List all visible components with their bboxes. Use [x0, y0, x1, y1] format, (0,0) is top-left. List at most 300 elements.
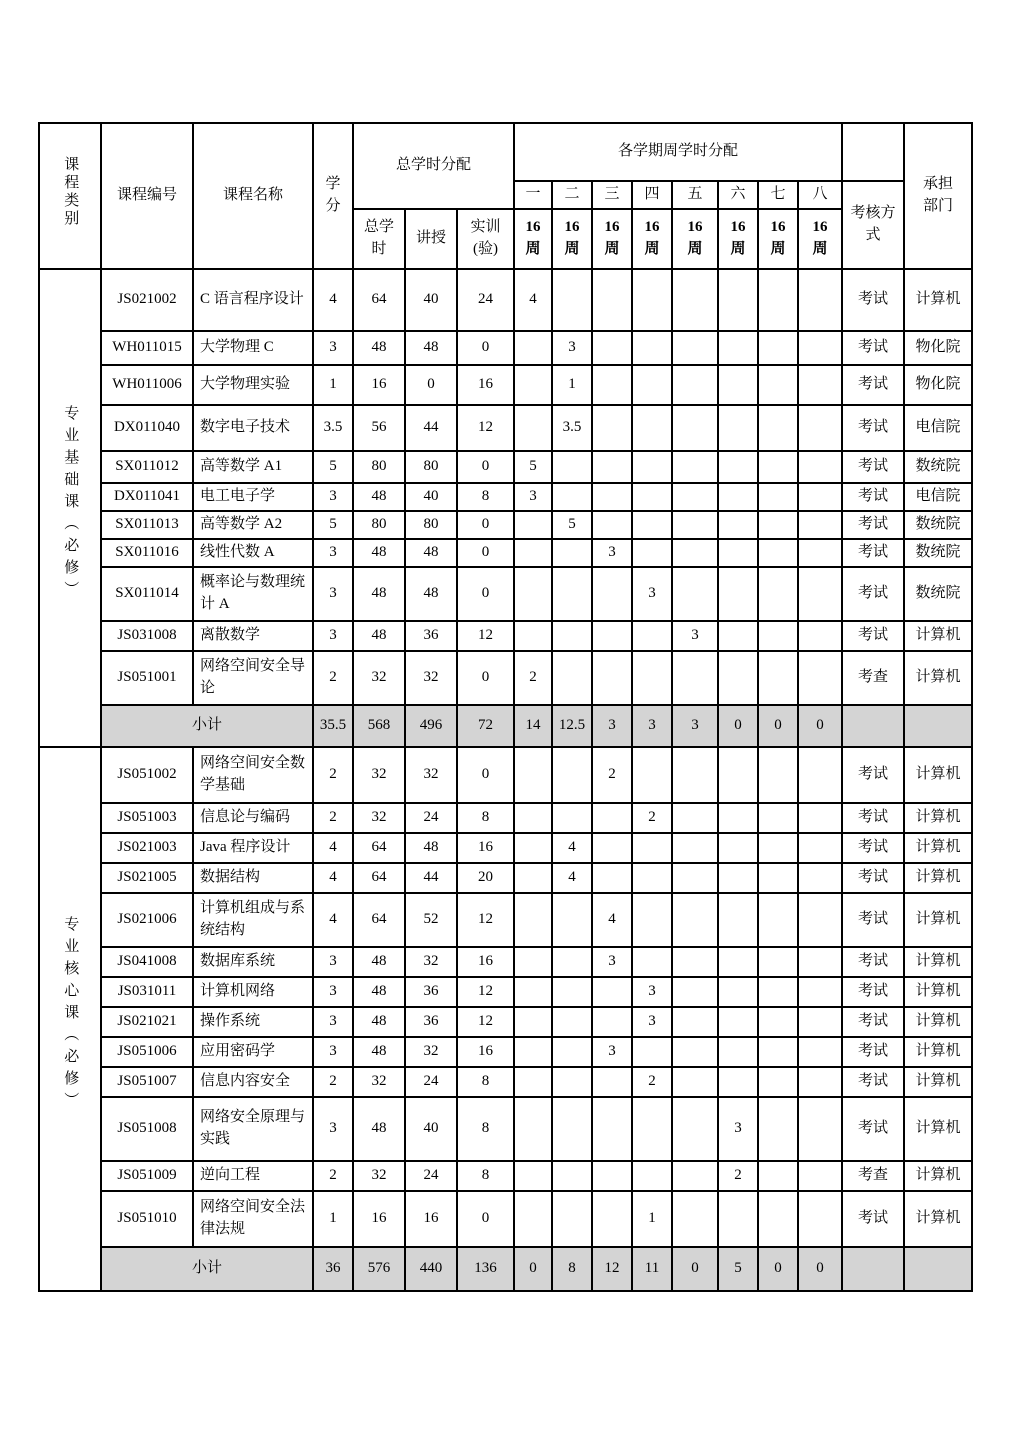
assessment-cell: 考试 — [842, 1097, 904, 1161]
semester-hours-cell — [718, 977, 758, 1007]
header-lecture-hours: 讲授 — [405, 209, 457, 269]
course-credits-cell: 3 — [313, 1037, 353, 1067]
assessment-cell: 考试 — [842, 747, 904, 803]
semester-hours-cell — [632, 269, 672, 331]
semester-hours-cell — [672, 1037, 718, 1067]
semester-hours-cell — [592, 621, 632, 651]
header-course-name: 课程名称 — [193, 123, 313, 269]
course-name-cell: 线性代数 A — [193, 539, 313, 567]
semester-hours-cell — [552, 651, 592, 705]
semester-hours-cell — [672, 747, 718, 803]
course-lecture-hours-cell: 36 — [405, 977, 457, 1007]
assessment-cell: 考试 — [842, 1067, 904, 1097]
subtotal-row — [39, 705, 972, 747]
course-practice-hours-cell: 12 — [457, 977, 514, 1007]
assessment-cell: 考试 — [842, 947, 904, 977]
semester-hours-cell — [632, 539, 672, 567]
subtotal-row — [39, 1247, 972, 1291]
semester-hours-cell: 5 — [514, 451, 552, 483]
semester-hours-cell — [798, 269, 842, 331]
course-code-cell: WH011015 — [101, 331, 193, 365]
course-row — [39, 567, 972, 621]
header-weeks-5: 16周 — [672, 209, 718, 269]
semester-hours-cell — [718, 621, 758, 651]
course-practice-hours-cell: 12 — [457, 1007, 514, 1037]
course-lecture-hours-cell: 48 — [405, 567, 457, 621]
course-credits-cell: 3 — [313, 567, 353, 621]
semester-hours-cell — [798, 405, 842, 451]
course-lecture-hours-cell: 52 — [405, 893, 457, 947]
course-practice-hours-cell: 8 — [457, 1161, 514, 1191]
semester-hours-cell — [672, 1007, 718, 1037]
course-row — [39, 405, 972, 451]
semester-hours-cell — [718, 539, 758, 567]
course-lecture-hours-cell: 32 — [405, 947, 457, 977]
assessment-cell: 考试 — [842, 539, 904, 567]
semester-hours-cell — [798, 1097, 842, 1161]
course-credits-cell: 3 — [313, 331, 353, 365]
semester-hours-cell — [514, 331, 552, 365]
assessment-cell: 考试 — [842, 365, 904, 405]
semester-hours-cell — [552, 1007, 592, 1037]
course-code-cell: SX011012 — [101, 451, 193, 483]
course-credits-cell: 3 — [313, 977, 353, 1007]
header-weeks-1: 16周 — [514, 209, 552, 269]
course-lecture-hours-cell: 40 — [405, 269, 457, 331]
course-name-cell: 网络空间安全数学基础 — [193, 747, 313, 803]
course-total-hours-cell: 48 — [353, 483, 405, 511]
course-practice-hours-cell: 0 — [457, 747, 514, 803]
semester-hours-cell — [798, 621, 842, 651]
course-total-hours-cell: 80 — [353, 511, 405, 539]
course-lecture-hours-cell: 24 — [405, 803, 457, 833]
course-lecture-hours-cell: 16 — [405, 1191, 457, 1247]
course-code-cell: JS051010 — [101, 1191, 193, 1247]
section-label — [39, 269, 101, 747]
semester-hours-cell — [718, 567, 758, 621]
course-code-cell: SX011014 — [101, 567, 193, 621]
subtotal-practice-hours-cell: 72 — [457, 705, 514, 747]
header-weekly-hours-group: 各学期周学时分配 — [514, 123, 842, 181]
course-row — [39, 893, 972, 947]
course-total-hours-cell: 32 — [353, 1067, 405, 1097]
semester-hours-cell — [632, 1161, 672, 1191]
course-code-cell: WH011006 — [101, 365, 193, 405]
course-practice-hours-cell: 0 — [457, 451, 514, 483]
semester-hours-cell — [798, 863, 842, 893]
section-label-text: 专业基础课（必修） — [62, 405, 79, 603]
course-row — [39, 651, 972, 705]
semester-hours-cell: 2 — [632, 1067, 672, 1097]
assessment-cell: 考试 — [842, 621, 904, 651]
course-practice-hours-cell: 0 — [457, 567, 514, 621]
semester-hours-cell — [672, 483, 718, 511]
semester-hours-cell — [672, 365, 718, 405]
course-lecture-hours-cell: 48 — [405, 539, 457, 567]
course-total-hours-cell: 48 — [353, 1037, 405, 1067]
header-semester-7: 七 — [758, 181, 798, 209]
course-name-cell: 网络空间安全法律法规 — [193, 1191, 313, 1247]
course-row — [39, 947, 972, 977]
course-credits-cell: 3 — [313, 539, 353, 567]
semester-hours-cell — [632, 365, 672, 405]
course-name-cell: 高等数学 A1 — [193, 451, 313, 483]
course-code-cell: JS021005 — [101, 863, 193, 893]
course-code-cell: JS051009 — [101, 1161, 193, 1191]
department-cell: 物化院 — [904, 365, 972, 405]
semester-hours-cell — [758, 511, 798, 539]
subtotal-semester-hours-cell: 11 — [632, 1247, 672, 1291]
header-department-cell — [904, 123, 972, 269]
course-practice-hours-cell: 12 — [457, 405, 514, 451]
assessment-cell: 考查 — [842, 1161, 904, 1191]
semester-hours-cell — [672, 539, 718, 567]
course-practice-hours-cell: 16 — [457, 365, 514, 405]
department-cell: 计算机 — [904, 651, 972, 705]
semester-hours-cell — [514, 567, 552, 621]
course-row — [39, 331, 972, 365]
header-category-cell — [39, 123, 101, 269]
semester-hours-cell — [592, 451, 632, 483]
semester-hours-cell: 3 — [592, 947, 632, 977]
course-credits-cell: 3 — [313, 1007, 353, 1037]
header-credits-label: 学分 — [325, 176, 341, 214]
subtotal-semester-hours-cell: 14 — [514, 705, 552, 747]
course-lecture-hours-cell: 80 — [405, 451, 457, 483]
semester-hours-cell — [514, 863, 552, 893]
course-name-cell: 数字电子技术 — [193, 405, 313, 451]
course-code-cell: JS021002 — [101, 269, 193, 331]
header-practice-hours-label: 实训(验) — [470, 219, 501, 257]
assessment-cell: 考试 — [842, 893, 904, 947]
semester-hours-cell — [672, 947, 718, 977]
course-row — [39, 977, 972, 1007]
course-name-cell: C 语言程序设计 — [193, 269, 313, 331]
semester-hours-cell — [514, 1007, 552, 1037]
semester-hours-cell — [552, 483, 592, 511]
semester-hours-cell: 4 — [552, 833, 592, 863]
semester-hours-cell — [672, 977, 718, 1007]
course-code-cell: SX011013 — [101, 511, 193, 539]
semester-hours-cell — [718, 803, 758, 833]
semester-hours-cell — [798, 977, 842, 1007]
semester-hours-cell — [718, 833, 758, 863]
course-code-cell: JS051003 — [101, 803, 193, 833]
semester-hours-cell — [592, 331, 632, 365]
assessment-cell: 考试 — [842, 331, 904, 365]
header-practice-hours-cell — [457, 209, 514, 269]
semester-hours-cell: 2 — [718, 1161, 758, 1191]
semester-hours-cell: 3 — [514, 483, 552, 511]
semester-hours-cell: 5 — [552, 511, 592, 539]
course-code-cell: JS051007 — [101, 1067, 193, 1097]
course-credits-cell: 5 — [313, 451, 353, 483]
semester-hours-cell — [798, 651, 842, 705]
assessment-cell: 考试 — [842, 1007, 904, 1037]
course-total-hours-cell: 48 — [353, 331, 405, 365]
semester-hours-cell — [514, 405, 552, 451]
semester-hours-cell — [514, 947, 552, 977]
subtotal-semester-hours-cell: 0 — [798, 1247, 842, 1291]
semester-hours-cell — [798, 1191, 842, 1247]
course-name-cell: Java 程序设计 — [193, 833, 313, 863]
course-credits-cell: 2 — [313, 803, 353, 833]
assessment-cell: 考试 — [842, 863, 904, 893]
semester-hours-cell — [758, 331, 798, 365]
semester-hours-cell — [718, 651, 758, 705]
semester-hours-cell — [798, 451, 842, 483]
subtotal-semester-hours-cell: 12.5 — [552, 705, 592, 747]
header-total-hours-label: 总学时 — [363, 219, 394, 257]
semester-hours-cell: 4 — [552, 863, 592, 893]
semester-hours-cell — [672, 833, 718, 863]
course-code-cell: JS031011 — [101, 977, 193, 1007]
course-row — [39, 747, 972, 803]
course-practice-hours-cell: 12 — [457, 621, 514, 651]
course-total-hours-cell: 48 — [353, 1007, 405, 1037]
header-semester-8: 八 — [798, 181, 842, 209]
department-cell: 数统院 — [904, 567, 972, 621]
course-code-cell: DX011041 — [101, 483, 193, 511]
semester-hours-cell — [718, 1007, 758, 1037]
department-cell: 数统院 — [904, 539, 972, 567]
semester-hours-cell — [672, 269, 718, 331]
semester-hours-cell — [632, 405, 672, 451]
semester-hours-cell — [718, 747, 758, 803]
department-cell: 计算机 — [904, 1007, 972, 1037]
semester-hours-cell — [798, 511, 842, 539]
subtotal-department-empty-cell — [904, 1247, 972, 1291]
semester-hours-cell — [592, 833, 632, 863]
course-name-cell: 逆向工程 — [193, 1161, 313, 1191]
semester-hours-cell — [592, 405, 632, 451]
subtotal-semester-hours-cell: 0 — [758, 705, 798, 747]
subtotal-semester-hours-cell: 0 — [798, 705, 842, 747]
department-cell: 计算机 — [904, 977, 972, 1007]
semester-hours-cell: 3 — [552, 331, 592, 365]
course-name-cell: 操作系统 — [193, 1007, 313, 1037]
semester-hours-cell — [552, 621, 592, 651]
semester-hours-cell — [718, 511, 758, 539]
course-total-hours-cell: 80 — [353, 451, 405, 483]
course-total-hours-cell: 32 — [353, 803, 405, 833]
department-cell: 计算机 — [904, 1067, 972, 1097]
section-label — [39, 747, 101, 1291]
subtotal-semester-hours-cell: 5 — [718, 1247, 758, 1291]
semester-hours-cell — [514, 1037, 552, 1067]
header-category-label: 课程类别 — [62, 156, 79, 229]
assessment-cell: 考试 — [842, 833, 904, 863]
course-name-cell: 信息内容安全 — [193, 1067, 313, 1097]
semester-hours-cell — [798, 1007, 842, 1037]
semester-hours-cell — [672, 405, 718, 451]
course-practice-hours-cell: 8 — [457, 1097, 514, 1161]
semester-hours-cell — [672, 331, 718, 365]
semester-hours-cell: 3 — [632, 1007, 672, 1037]
course-credits-cell: 4 — [313, 893, 353, 947]
department-cell: 计算机 — [904, 269, 972, 331]
course-credits-cell: 2 — [313, 651, 353, 705]
semester-hours-cell: 3 — [718, 1097, 758, 1161]
course-lecture-hours-cell: 36 — [405, 621, 457, 651]
department-cell: 计算机 — [904, 863, 972, 893]
header-weeks-2: 16周 — [552, 209, 592, 269]
semester-hours-cell — [552, 1037, 592, 1067]
semester-hours-cell — [514, 365, 552, 405]
semester-hours-cell — [718, 269, 758, 331]
course-total-hours-cell: 48 — [353, 977, 405, 1007]
course-total-hours-cell: 64 — [353, 269, 405, 331]
assessment-cell: 考试 — [842, 977, 904, 1007]
department-cell: 计算机 — [904, 1037, 972, 1067]
semester-hours-cell — [592, 977, 632, 1007]
semester-hours-cell — [718, 1067, 758, 1097]
course-name-cell: 网络安全原理与实践 — [193, 1097, 313, 1161]
header-semester-6: 六 — [718, 181, 758, 209]
semester-hours-cell: 3 — [672, 621, 718, 651]
semester-hours-cell — [798, 539, 842, 567]
course-credits-cell: 3.5 — [313, 405, 353, 451]
course-total-hours-cell: 48 — [353, 621, 405, 651]
course-credits-cell: 2 — [313, 1161, 353, 1191]
semester-hours-cell — [592, 1191, 632, 1247]
semester-hours-cell: 3 — [632, 567, 672, 621]
course-name-cell: 高等数学 A2 — [193, 511, 313, 539]
semester-hours-cell — [798, 567, 842, 621]
semester-hours-cell — [758, 621, 798, 651]
course-lecture-hours-cell: 36 — [405, 1007, 457, 1037]
department-cell: 计算机 — [904, 803, 972, 833]
semester-hours-cell — [758, 1097, 798, 1161]
semester-hours-cell — [552, 1097, 592, 1161]
assessment-cell: 考试 — [842, 1191, 904, 1247]
course-name-cell: 应用密码学 — [193, 1037, 313, 1067]
semester-hours-cell — [632, 863, 672, 893]
course-code-cell: JS031008 — [101, 621, 193, 651]
semester-hours-cell: 1 — [632, 1191, 672, 1247]
subtotal-credits-cell: 36 — [313, 1247, 353, 1291]
header-total-hours-cell — [353, 209, 405, 269]
semester-hours-cell — [758, 893, 798, 947]
semester-hours-cell — [672, 1191, 718, 1247]
department-cell: 计算机 — [904, 893, 972, 947]
semester-hours-cell — [552, 269, 592, 331]
semester-hours-cell — [632, 331, 672, 365]
course-row — [39, 1007, 972, 1037]
course-lecture-hours-cell: 32 — [405, 747, 457, 803]
course-practice-hours-cell: 20 — [457, 863, 514, 893]
course-lecture-hours-cell: 40 — [405, 483, 457, 511]
course-row — [39, 483, 972, 511]
department-cell: 数统院 — [904, 451, 972, 483]
course-credits-cell: 3 — [313, 483, 353, 511]
semester-hours-cell — [592, 567, 632, 621]
course-row — [39, 365, 972, 405]
semester-hours-cell — [552, 977, 592, 1007]
assessment-cell: 考试 — [842, 803, 904, 833]
header-weeks-6: 16周 — [718, 209, 758, 269]
course-total-hours-cell: 32 — [353, 651, 405, 705]
course-name-cell: 电工电子学 — [193, 483, 313, 511]
semester-hours-cell: 4 — [592, 893, 632, 947]
semester-hours-cell — [798, 1037, 842, 1067]
assessment-cell: 考试 — [842, 1037, 904, 1067]
header-course-code: 课程编号 — [101, 123, 193, 269]
course-lecture-hours-cell: 44 — [405, 863, 457, 893]
course-row — [39, 1067, 972, 1097]
course-lecture-hours-cell: 80 — [405, 511, 457, 539]
subtotal-lecture-hours-cell: 440 — [405, 1247, 457, 1291]
subtotal-label-cell: 小计 — [101, 705, 313, 747]
assessment-cell: 考试 — [842, 567, 904, 621]
course-credits-cell: 1 — [313, 1191, 353, 1247]
semester-hours-cell — [718, 451, 758, 483]
course-lecture-hours-cell: 0 — [405, 365, 457, 405]
header-semester-5: 五 — [672, 181, 718, 209]
semester-hours-cell — [514, 833, 552, 863]
semester-hours-cell: 2 — [592, 747, 632, 803]
semester-hours-cell — [758, 833, 798, 863]
header-weeks-7: 16周 — [758, 209, 798, 269]
semester-hours-cell — [672, 567, 718, 621]
course-practice-hours-cell: 8 — [457, 483, 514, 511]
course-credits-cell: 3 — [313, 1097, 353, 1161]
semester-hours-cell — [592, 1067, 632, 1097]
course-lecture-hours-cell: 48 — [405, 331, 457, 365]
semester-hours-cell — [672, 893, 718, 947]
course-lecture-hours-cell: 32 — [405, 1037, 457, 1067]
course-practice-hours-cell: 16 — [457, 833, 514, 863]
subtotal-semester-hours-cell: 3 — [632, 705, 672, 747]
semester-hours-cell — [514, 747, 552, 803]
semester-hours-cell — [718, 863, 758, 893]
semester-hours-cell: 3 — [592, 539, 632, 567]
course-name-cell: 离散数学 — [193, 621, 313, 651]
department-cell: 物化院 — [904, 331, 972, 365]
course-practice-hours-cell: 0 — [457, 511, 514, 539]
assessment-cell: 考试 — [842, 511, 904, 539]
semester-hours-cell — [758, 747, 798, 803]
course-row — [39, 863, 972, 893]
course-lecture-hours-cell: 48 — [405, 833, 457, 863]
subtotal-practice-hours-cell: 136 — [457, 1247, 514, 1291]
course-total-hours-cell: 16 — [353, 1191, 405, 1247]
course-row — [39, 1037, 972, 1067]
semester-hours-cell: 2 — [514, 651, 552, 705]
assessment-cell: 考查 — [842, 651, 904, 705]
course-total-hours-cell: 48 — [353, 567, 405, 621]
course-practice-hours-cell: 8 — [457, 803, 514, 833]
semester-hours-cell — [632, 747, 672, 803]
semester-hours-cell — [758, 539, 798, 567]
course-row — [39, 1191, 972, 1247]
course-practice-hours-cell: 0 — [457, 651, 514, 705]
semester-hours-cell — [592, 365, 632, 405]
course-row — [39, 451, 972, 483]
course-name-cell: 数据结构 — [193, 863, 313, 893]
subtotal-assessment-empty-cell — [842, 1247, 904, 1291]
semester-hours-cell — [552, 539, 592, 567]
department-cell: 计算机 — [904, 947, 972, 977]
course-code-cell: JS021003 — [101, 833, 193, 863]
course-lecture-hours-cell: 32 — [405, 651, 457, 705]
subtotal-semester-hours-cell: 12 — [592, 1247, 632, 1291]
course-code-cell: JS051006 — [101, 1037, 193, 1067]
course-name-cell: 概率论与数理统计 A — [193, 567, 313, 621]
subtotal-semester-hours-cell: 3 — [592, 705, 632, 747]
course-name-cell: 信息论与编码 — [193, 803, 313, 833]
semester-hours-cell — [798, 833, 842, 863]
